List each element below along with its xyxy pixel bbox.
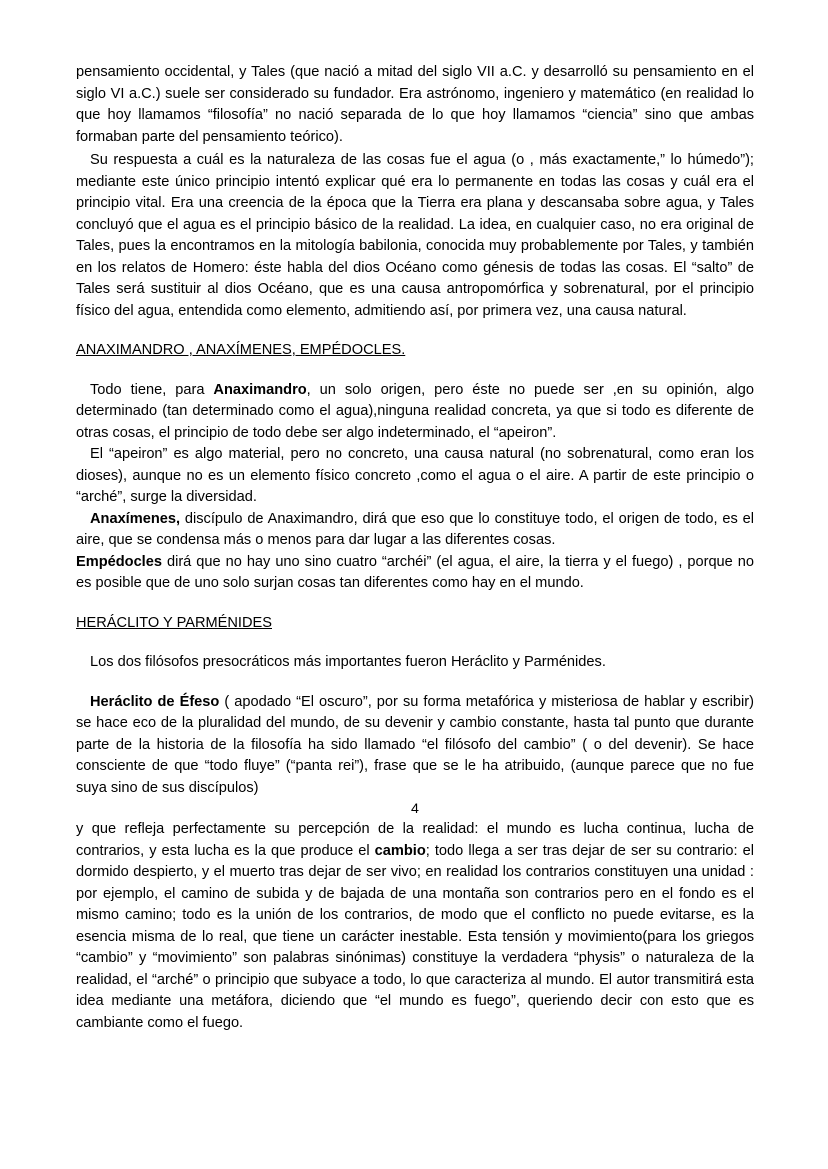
page-number: 4 [411,801,419,817]
spacer [76,634,754,652]
segment-text: discípulo de Anaximandro, dirá que eso que lo constituye todo, el origen de todo, es el aire, que se condensa más o menos para dar lugar a las diferentes cosas. [76,510,754,548]
paragraph-apeiron: El “apeiron” es algo material, pero no concreto, una causa natural (no sobrenatural, como eran los dioses), aunque no es un elemento físico concreto ,como el agua o el aire. A partir de este principio o “arché”, surge la diversidad. [76,446,754,505]
heading-heraclito-parmenides: HERÁCLITO Y PARMÉNIDES [76,614,272,631]
segment-text: , un solo origen, pero éste no puede ser ,en su opinión, algo determinado (tan determinado como el agua),ninguna realidad concreta, ya que si todo es diferente de otras cosas, el principio de todo debe ser algo indeterminado, el “apeiron”. [76,381,755,441]
segment-text: Todo tiene, para [90,381,214,398]
paragraph-anaximenes [76,509,754,552]
heading-anaximandro: ANAXIMANDRO , ANAXÍMENES, EMPÉDOCLES. [76,342,406,358]
term-anaximandro: Anaximandro [213,381,307,398]
term-anaximenes: Anaxímenes, [90,510,181,527]
spacer [76,595,754,613]
term-cambio: cambio [374,842,426,859]
spacer [76,362,754,380]
paragraph-anaximandro [76,380,754,445]
paragraph-empedocles [76,552,754,595]
paragraph-opening: pensamiento occidental, y Tales (que nació a mitad del siglo VII a.C. y desarrolló su pensamiento en el siglo VI a.C.) suele ser considerado su fundador. Era astrónomo, ingeniero y matemático (en realidad lo que hoy llamamos “filosofía” no nació separada de lo que hoy llamamos “ciencia” sino que ambas formaban parte del pensamiento teórico). [76,64,754,145]
paragraph-tales-agua: Su respuesta a cuál es la naturaleza de las cosas fue el agua (o , más exactamente,” lo húmedo”); mediante este único principio intentó explicar qué era lo permanente en todas las cosas y cuál era el principio vital. Era una creencia de la época que la Tierra era plana y descansaba sobre agua, y Tales concluyó que el agua es el principio básico de la realidad. La idea, en cualquier caso, no era original de Tales, pues la encontramos en la mitología babilonia, conocida muy probablemente por Tales, y también en los relatos de Homero: éste habla del dios Océano como génesis de todas las cosas. El “salto” de Tales será sustituir al dios Océano, que es una causa antropomórfica y sobrenatural, por el principio físico del agua, entendida como elemento, admitiendo así, por primera vez, una causa natural. [76,152,754,319]
segment-text: ( apodado “El oscuro”, por su forma metafórica y misteriosa de hablar y escribir) se hace eco de la pluralidad del mundo, de su devenir y cambio constante, hasta tal punto que durante parte de la historia de la filosofía ha sido llamado “el filósofo del cambio” ( o del devenir). Se hace consciente de que “todo fluye” (“panta rei”), frase que se le ha atribuido, (aunque parece que no fue suya sino de sus discípulos) [76,693,754,796]
segment-text: dirá que no hay uno sino cuatro “archéi” (el agua, el aire, la tierra y el fuego) , porque no es posible que de uno solo surjan cosas tan diferentes como hay en el mundo. [76,553,754,591]
paragraph-heraclito [76,692,754,800]
spacer [76,674,754,692]
paragraph-presocraticos: Los dos filósofos presocráticos más importantes fueron Heráclito y Parménides. [90,654,606,670]
paragraph-heraclito-cont [76,819,754,1034]
term-empedocles: Empédocles [76,553,162,570]
segment-text: y que refleja perfectamente su percepción de la realidad: el mundo es lucha continua, lucha de contrarios, y esta lucha es la que produce el [76,821,754,859]
term-heraclito-efeso: Heráclito de Éfeso [90,693,220,710]
spacer [76,322,754,340]
segment-text: ; todo llega a ser tras dejar de ser su contrario: el dormido despierto, y el muerto tras dejar de ser vivo; en realidad los contrarios constituyen una unidad : por ejemplo, el camino de subida y de bajada de una montaña son contrarios pero en el fondo es el mismo camino; todo es la unión de los contrarios, de modo que el conflicto no puede evitarse, es la esencia misma de lo real, que tiene un carácter inestable. Esta tensión y movimiento(para los griegos “cambio” y “movimiento” son palabras sinónimas) constituye la verdadera “physis” o naturaleza de la realidad, el “arché” o principio que subyace a todo, lo que caracteriza al mundo. El autor transmitirá esta idea mediante una metáfora, diciendo que “el mundo es fuego”, queriendo decir con esto que es cambiante como el fuego. [76,842,755,1031]
